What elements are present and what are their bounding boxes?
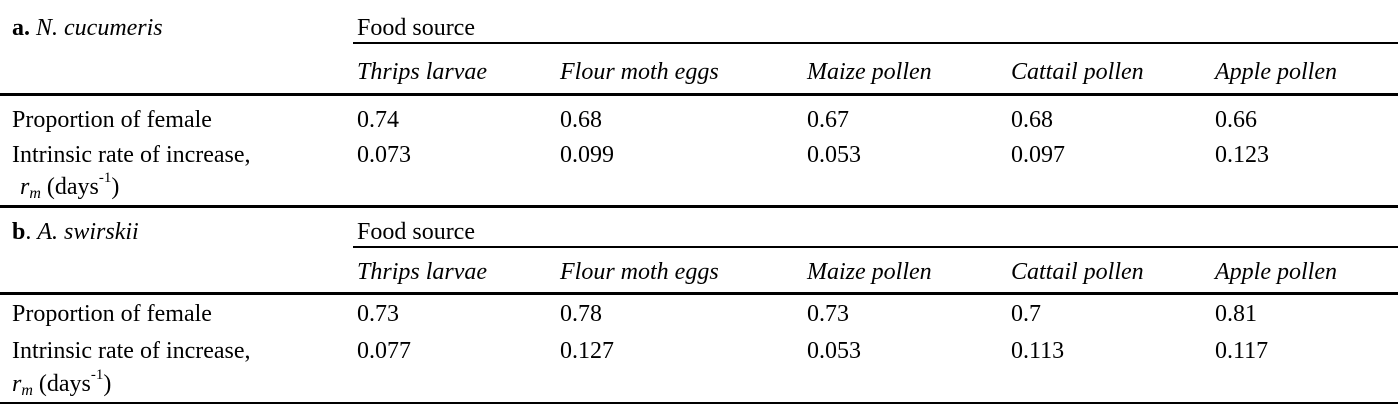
panel-a-row2-value: 0.097 bbox=[1011, 142, 1065, 168]
panel-b-title: b. A. swirskii bbox=[12, 219, 139, 245]
panel-a-header-rule bbox=[353, 42, 1398, 44]
panel-b-col-flour-moth-eggs: Flour moth eggs bbox=[560, 259, 719, 285]
panel-a-col-apple-pollen: Apple pollen bbox=[1215, 59, 1337, 85]
panel-b-row2-value: 0.077 bbox=[357, 338, 411, 364]
panel-a-row2-value: 0.123 bbox=[1215, 142, 1269, 168]
panel-b-row1-value: 0.73 bbox=[807, 301, 849, 327]
panel-a-row2-value: 0.099 bbox=[560, 142, 614, 168]
panel-b-row2-value: 0.053 bbox=[807, 338, 861, 364]
panel-b-row2-label: Intrinsic rate of increase, bbox=[12, 338, 251, 364]
panel-b-bottom-rule bbox=[0, 402, 1398, 404]
panel-a-title: a. N. cucumeris bbox=[12, 15, 163, 41]
panel-a-row1-value: 0.68 bbox=[1011, 107, 1053, 133]
panel-a-species: N. cucumeris bbox=[36, 15, 163, 41]
panel-a-row2-label: Intrinsic rate of increase, bbox=[12, 142, 251, 168]
panel-a-row2-label-unit: $r_m$ (days$^{-1}$) bbox=[20, 170, 120, 202]
panel-b-letter: b bbox=[12, 219, 26, 245]
panel-a-col-maize-pollen: Maize pollen bbox=[807, 59, 932, 85]
panel-a-bottom-rule bbox=[0, 205, 1398, 208]
panel-a-col-cattail-pollen: Cattail pollen bbox=[1011, 59, 1144, 85]
panel-b-row2-label-unit: $r_m$ (days$^{-1}$) bbox=[12, 367, 112, 399]
panel-a-row1-value: 0.66 bbox=[1215, 107, 1257, 133]
panel-b-row2-value: 0.113 bbox=[1011, 338, 1065, 364]
panel-b-header-rule bbox=[353, 246, 1398, 248]
panel-b-row1-value: 0.73 bbox=[357, 301, 399, 327]
panel-a-row1-label: Proportion of female bbox=[12, 107, 212, 133]
panel-b-row2-value: 0.117 bbox=[1215, 338, 1269, 364]
panel-a-row2-value: 0.073 bbox=[357, 142, 411, 168]
panel-b-col-maize-pollen: Maize pollen bbox=[807, 259, 932, 285]
panel-b-columns-rule bbox=[0, 292, 1398, 295]
panel-a-row1-value: 0.67 bbox=[807, 107, 849, 133]
panel-b-species: A. swirskii bbox=[37, 219, 139, 245]
panel-b-col-thrips-larvae: Thrips larvae bbox=[357, 259, 488, 285]
panel-a-row1-value: 0.74 bbox=[357, 107, 399, 133]
panel-a-columns-rule bbox=[0, 93, 1398, 96]
panel-a-row2-value: 0.053 bbox=[807, 142, 861, 168]
panel-b-food-source-header: Food source bbox=[357, 219, 475, 245]
panel-b-row1-value: 0.81 bbox=[1215, 301, 1257, 327]
panel-b-row1-label: Proportion of female bbox=[12, 301, 212, 327]
panel-a-letter: a bbox=[12, 15, 24, 41]
panel-b-col-apple-pollen: Apple pollen bbox=[1215, 259, 1337, 285]
panel-b-row1-value: 0.7 bbox=[1011, 301, 1041, 327]
panel-a-col-flour-moth-eggs: Flour moth eggs bbox=[560, 59, 719, 85]
panel-a-col-thrips-larvae: Thrips larvae bbox=[357, 59, 488, 85]
panel-b-col-cattail-pollen: Cattail pollen bbox=[1011, 259, 1144, 285]
panel-a-row1-value: 0.68 bbox=[560, 107, 602, 133]
panel-b-row1-value: 0.78 bbox=[560, 301, 602, 327]
panel-b-row2-value: 0.127 bbox=[560, 338, 614, 364]
panel-a-food-source-header: Food source bbox=[357, 15, 475, 41]
